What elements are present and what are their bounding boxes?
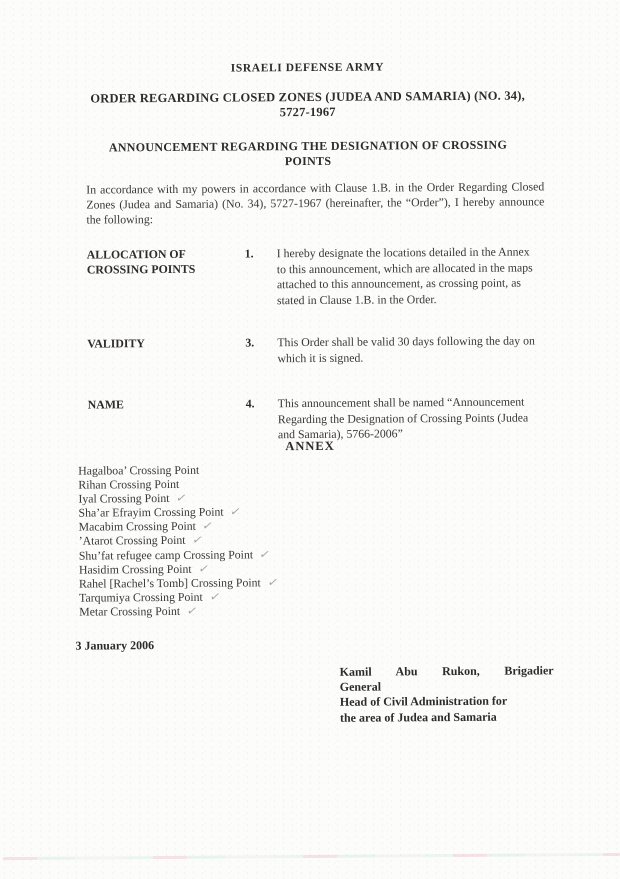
annex-item-label: Sha’ar Efrayim Crossing Point <box>78 504 224 520</box>
checkmark-icon: ✓ <box>208 589 222 604</box>
checkmark-icon: ✓ <box>266 574 280 590</box>
signatory-title-line2: the area of Judea and Samaria <box>339 709 497 725</box>
document-date: 3 January 2006 <box>75 638 155 653</box>
checkmark-icon: ✓ <box>190 532 205 548</box>
clause-validity <box>87 333 539 381</box>
checkmark-icon: ✓ <box>201 518 215 534</box>
checkmark-icon: ✓ <box>197 561 211 576</box>
clause-text: I hereby designate the locations detailed in the Annex to this announcement, which are allocated in the maps attached to this announcement, as crossing point, as stated in Clause 1.B. in the Order. <box>276 244 533 307</box>
clauses <box>87 244 540 444</box>
clause-text: This Order shall be valid 30 days following the day on which it is signed. <box>277 333 535 365</box>
clause-label: VALIDITY <box>87 336 145 351</box>
signature-block <box>340 663 554 725</box>
order-title-line2: 5727-1967 <box>279 104 336 120</box>
clause-label: NAME <box>87 397 124 412</box>
clause-text: This announcement shall be named “Announcement Regarding the Designation of Crossing Points (Judea and Samaria), 5766-2006” <box>277 394 529 442</box>
announcement-title-line2: POINTS <box>284 153 332 168</box>
annex-item-label: Macabim Crossing Point <box>78 519 196 534</box>
order-title-line1: ORDER REGARDING CLOSED ZONES (JUDEA AND SAMARIA) (NO. 34), <box>90 88 525 106</box>
annex-item-label: Hagalboa’ Crossing Point <box>78 462 200 478</box>
clause-number: 4. <box>245 396 255 411</box>
checkmark-icon: ✓ <box>174 490 189 506</box>
annex-item-label: Metar Crossing Point <box>79 603 181 619</box>
clause-number: 1. <box>244 246 254 261</box>
annex-item-label: Tarqumiya Crossing Point <box>79 589 203 605</box>
annex-item-label: Iyal Crossing Point <box>78 491 170 506</box>
order-title <box>58 88 558 121</box>
announcement-title-line1: ANNOUNCEMENT REGARDING THE DESIGNATION OF CROSSING <box>108 137 508 155</box>
checkmark-icon: ✓ <box>258 546 272 562</box>
checkmark-icon: ✓ <box>185 603 199 619</box>
scan-artifact-line <box>3 853 620 860</box>
signatory-name-line2: General <box>339 679 382 695</box>
annex-item <box>79 602 419 618</box>
clause-name <box>88 394 540 444</box>
intro-paragraph: In accordance with my powers in accordance with Clause 1.B. in the Order Regarding Closed Zones (Judea and Samaria) (No. 34), 5727-1967 (hereinafter, the “Order”), I hereby announce the following: <box>86 179 545 227</box>
checkmark-icon: ✓ <box>229 504 243 520</box>
clause-number: 3. <box>245 335 255 350</box>
clause-allocation <box>87 244 540 323</box>
document-header <box>57 60 558 169</box>
signatory-name-line1: Kamil Abu Rukon, Brigadier <box>339 663 554 679</box>
annex-item-label: Rihan Crossing Point <box>78 477 180 492</box>
annex-item-label: Rahel [Rachel’s Tomb] Crossing Point <box>78 575 261 591</box>
annex-item-label: ’Atarot Crossing Point <box>78 533 186 549</box>
annex-heading: ANNEX <box>285 438 335 454</box>
announcement-title <box>58 137 558 169</box>
clause-label: ALLOCATION OF CROSSING POINTS <box>86 246 196 277</box>
annex-item-label: Shu’fat refugee camp Crossing Point <box>78 546 254 563</box>
signatory-title-line1: Head of Civil Administration for <box>339 694 508 710</box>
annex-list <box>78 461 419 618</box>
annex-item-label: Hasidim Crossing Point <box>78 561 192 577</box>
army-title: ISRAELI DEFENSE ARMY <box>230 61 385 75</box>
